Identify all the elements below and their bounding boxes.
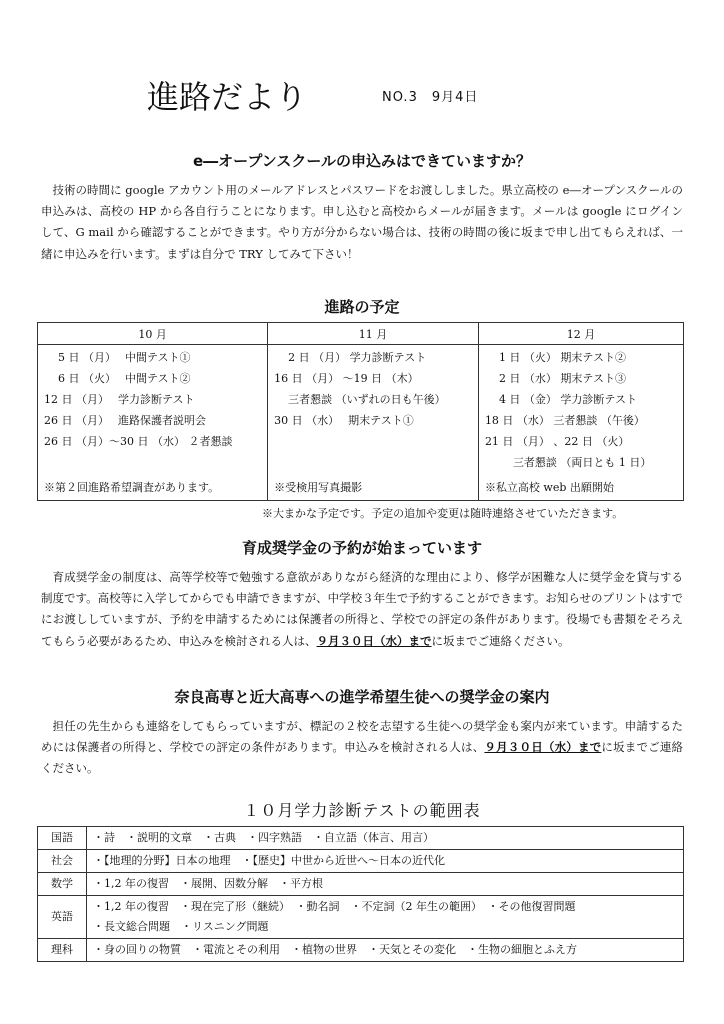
section-heading-range: １０月学力診断テストの範囲表 (243, 801, 481, 820)
range-line: ・1,2 年の復習 ・展開、因数分解 ・平方根 (93, 877, 323, 890)
table-row (38, 827, 684, 850)
table-row (38, 873, 684, 896)
deadline-text: ９月３０日（水）まで (484, 740, 602, 755)
range-line: ・詩 ・説明的文章 ・古典 ・四字熟語 ・自立語（体言、用言） (93, 831, 434, 844)
schedule-footer: ※受検用写真撮影 (268, 475, 479, 501)
table-row (38, 896, 684, 939)
schedule-item: 2 日 （月） 学力診断テスト (288, 351, 427, 364)
range-table (37, 826, 684, 962)
section-body-kosen (41, 716, 683, 780)
schedule-col-nov (268, 345, 479, 476)
schedule-item: 30 日 （水） 期末テスト① (274, 414, 414, 427)
body-text: 育成奨学金の制度は、高等学校等で勉強する意欲がありながら経済的な理由により、修学が困難な人に奨学金を貸与する制度です。高校等に入学してからでも申請できますが、中学校３年生で予約することができます。お知らせのプリントはすでにお渡ししていますが、予約を申請するためには保護者の所得と、学校での評定の条件があります。役場でも書類をそろえてもらう必要があるため、申込みを検討される人は、 (41, 570, 683, 648)
schedule-item: 4 日 （金） 学力診断テスト (498, 393, 637, 406)
subject-cell: 数学 (38, 873, 87, 896)
subject-cell: 国語 (38, 827, 87, 850)
schedule-item: 5 日 （月） 中間テスト① (58, 351, 191, 364)
subject-cell: 英語 (38, 896, 87, 939)
section-heading-kosen: 奈良高専と近大高専への進学希望生徒への奨学金の案内 (174, 688, 550, 706)
section-heading-scholarship: 育成奨学金の予約が始まっています (241, 539, 482, 557)
issue-date: NO.3 9月4日 (382, 90, 479, 105)
range-cell (87, 873, 684, 896)
range-cell (87, 850, 684, 873)
schedule-month-header: 11 月 (268, 323, 479, 345)
range-line: ・【地理的分野】日本の地理 ・【歴史】中世から近世へ～日本の近代化 (93, 854, 445, 867)
table-row (38, 939, 684, 962)
section-heading-open-school: e―オープンスクールの申込みはできていますか？ (192, 152, 532, 170)
schedule-item: 26 日 （月）～30 日 （水） ２者懇談 (44, 435, 233, 448)
range-cell (87, 939, 684, 962)
schedule-footer: ※私立高校 web 出願開始 (478, 475, 683, 501)
schedule-col-dec (478, 345, 683, 476)
schedule-item (274, 431, 472, 452)
section-heading-schedule: 進路の予定 (324, 298, 400, 316)
range-cell (87, 827, 684, 850)
schedule-item: 26 日 （月） 進路保護者説明会 (44, 414, 206, 427)
range-line: ・1,2 年の復習 ・現在完了形（継続） ・動名詞 ・不定詞（2 年生の範囲） ・その他復習問題 (93, 900, 576, 913)
schedule-month-header: 10 月 (38, 323, 268, 345)
range-cell (87, 896, 684, 939)
schedule-item (274, 452, 472, 473)
schedule-item: 1 日 （火） 期末テスト② (498, 351, 626, 364)
schedule-item: 6 日 （火） 中間テスト② (58, 372, 191, 385)
body-text: に坂までご連絡ください。 (431, 633, 570, 648)
deadline-text: ９月３０日（水）まで (316, 633, 432, 648)
body-text: 担任の先生からも連絡をしてもらっていますが、標記の２校を志望する生徒への奨学金も案内が来ています。申請するためには保護者の所得と、学校での評定の条件があります。申込みを検討される人は、 (41, 719, 683, 755)
schedule-item: 三者懇談 （両日とも 1 日） (512, 456, 652, 469)
schedule-item: 三者懇談 （いずれの日も午後） (288, 393, 446, 406)
schedule-month-header: 12 月 (478, 323, 683, 345)
schedule-note: ※大まかな予定です。予定の追加や変更は随時連絡させていただきます。 (262, 507, 624, 520)
schedule-footer: ※第２回進路希望調査があります。 (38, 475, 268, 501)
section-body-scholarship (41, 567, 683, 652)
schedule-table (37, 322, 684, 501)
subject-cell: 理科 (38, 939, 87, 962)
section-body-open-school: 技術の時間に google アカウント用のメールアドレスとパスワードをお渡ししました。県立高校の e―オープンスクールの申込みは、高校の HP から各自行うことになります。申し込むと高校からメールが届きます。メールは google にログインして、G mail から確認することができます。やり方が分からない場合は、技術の時間の後に坂まで申し出てもらえれば、一緒に申込みを行います。まずは自分で TRY してみて下さい！ (41, 183, 683, 261)
schedule-item: 12 日 （月） 学力診断テスト (44, 393, 195, 406)
schedule-item (44, 452, 261, 473)
page-title: 進路だより (147, 78, 308, 116)
schedule-col-oct (38, 345, 268, 476)
schedule-item: 18 日 （水） 三者懇談 （午後） (484, 414, 645, 427)
schedule-item: 2 日 （水） 期末テスト③ (498, 372, 626, 385)
range-line: ・長文総合問題 ・リスニング問題 (93, 920, 269, 933)
table-row (38, 850, 684, 873)
body-text: に坂までご連絡ください。 (41, 740, 684, 776)
range-line: ・身の回りの物質 ・電流とその利用 ・植物の世界 ・天気とその変化 ・生物の細胞とふえ方 (93, 943, 577, 956)
schedule-item: 16 日 （月） ～19 日 （木） (274, 372, 419, 385)
subject-cell: 社会 (38, 850, 87, 873)
schedule-item: 21 日 （月） 、22 日 （火） (484, 435, 630, 448)
